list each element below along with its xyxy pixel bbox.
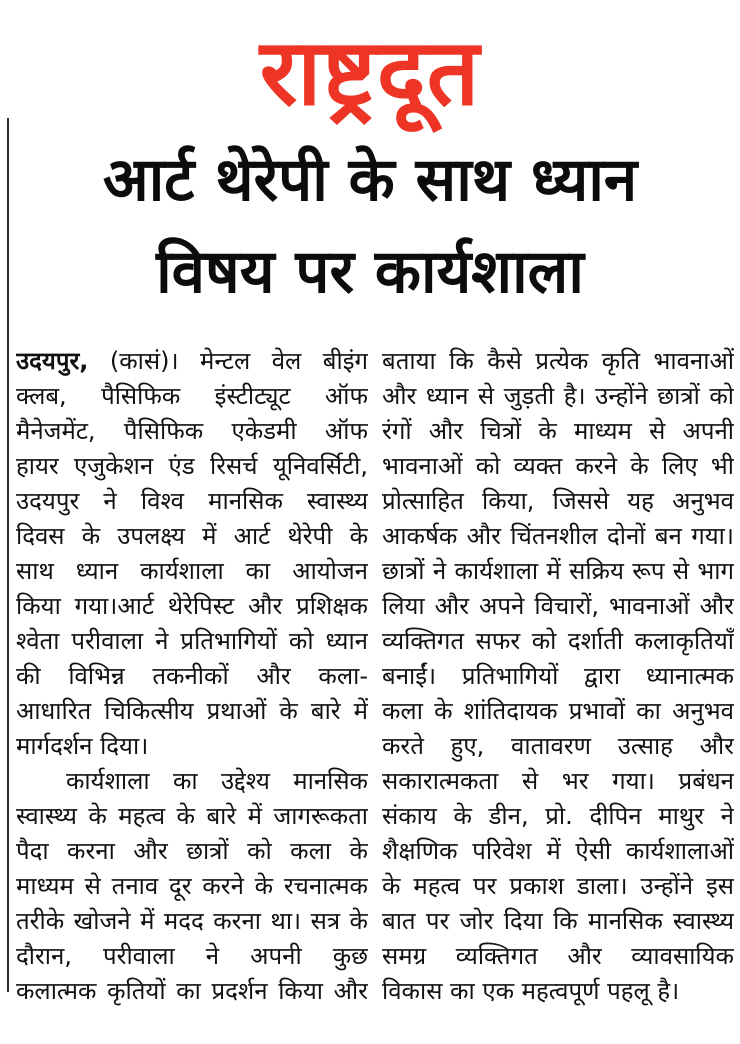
article-text-line: कलात्मक कृतियों का प्रदर्शन किया और	[16, 977, 368, 1005]
article-text-line: शैक्षणिक परिवेश में ऐसी कार्यशालाओं	[382, 837, 734, 865]
article-text-line: की विभिन्न तकनीकों और कला-	[16, 662, 368, 690]
dateline: उदयपुर,	[16, 347, 89, 375]
right-column	[382, 344, 734, 1009]
article-text-line: करते हुए, वातावरण उत्साह और	[382, 732, 734, 760]
article-text-line: के महत्व पर प्रकाश डाला। उन्होंने इस	[382, 872, 734, 900]
article-text-line: बनाईं। प्रतिभागियों द्वारा ध्यानात्मक	[382, 662, 734, 690]
article-text-line: विकास का एक महत्वपूर्ण पहलू है।	[382, 977, 680, 1005]
article-text-line: भावनाओं को व्यक्त करने के लिए भी	[382, 452, 734, 480]
article-text-line: दौरान, परीवाला ने अपनी कुछ	[16, 942, 368, 970]
article-text-line: बात पर जोर दिया कि मानसिक स्वास्थ्य	[382, 907, 734, 935]
article-text-line: साथ ध्यान कार्यशाला का आयोजन	[16, 557, 368, 585]
left-column-rule	[7, 118, 9, 992]
article-text-line: समग्र व्यक्तिगत और व्यावसायिक	[382, 942, 734, 970]
article-text-line: किया गया।आर्ट थेरेपिस्ट और प्रशिक्षक	[16, 592, 368, 620]
article-text-line: कार्यशाला का उद्देश्य मानसिक	[66, 767, 368, 795]
article-text-line: उदयपुर ने विश्व मानसिक स्वास्थ्य	[16, 487, 368, 515]
article-text-line: श्वेता परीवाला ने प्रतिभागियों को ध्यान	[16, 627, 368, 655]
article-text-line: पैदा करना और छात्रों को कला के	[16, 837, 368, 865]
article-text-line: कला के शांतिदायक प्रभावों का अनुभव	[382, 697, 734, 725]
article-text-line: लिया और अपने विचारों, भावनाओं और	[382, 592, 734, 620]
article-text-line: और ध्यान से जुड़ती है। उन्होंने छात्रों को	[382, 382, 734, 410]
article-text-line: रंगों और चित्रों के माध्यम से अपनी	[382, 417, 734, 445]
article-text-line: सकारात्मकता से भर गया। प्रबंधन	[382, 767, 734, 795]
article-text-line: बताया कि कैसे प्रत्येक कृति भावनाओं	[382, 347, 734, 375]
article-text-line: छात्रों ने कार्यशाला में सक्रिय रूप से भाग	[382, 557, 734, 585]
article-headline	[0, 134, 740, 318]
article-text-line: प्रोत्साहित किया, जिससे यह अनुभव	[382, 487, 734, 515]
article-body	[16, 344, 734, 1009]
article-text-line: हायर एजुकेशन एंड रिसर्च यूनिवर्सिटी,	[16, 452, 368, 480]
article-text-line: व्यक्तिगत सफर को दर्शाती कलाकृतियाँ	[382, 627, 734, 655]
article-text-line: आकर्षक और चिंतनशील दोनों बन गया।	[382, 522, 734, 550]
headline-line-1: आर्ट थेरेपी के साथ ध्यान	[102, 145, 638, 215]
article-text-line: तरीके खोजने में मदद करना था। सत्र के	[16, 907, 368, 935]
article-text-line: आधारित चिकित्सीय प्रथाओं के बारे में	[16, 697, 368, 725]
headline-line-2: विषय पर कार्यशाला	[156, 237, 584, 307]
article-text-line: दिवस के उपलक्ष्य में आर्ट थेरेपी के	[16, 522, 368, 550]
left-column	[16, 344, 368, 1009]
article-text-line: संकाय के डीन, प्रो. दीपिन माथुर ने	[382, 802, 734, 830]
newspaper-masthead: राष्ट्रदूत	[259, 19, 481, 126]
article-text: (कासं)। मेन्टल वेल बीइंग	[109, 347, 368, 375]
article-text-line: मैनेजमेंट, पैसिफिक एकेडमी ऑफ	[16, 417, 368, 445]
article-text-line: स्वास्थ्य के महत्व के बारे में जागरूकता	[16, 802, 368, 830]
article-text-line: माध्यम से तनाव दूर करने के रचनात्मक	[16, 872, 368, 900]
article-text-line: मार्गदर्शन दिया।	[16, 732, 149, 760]
article-text-line	[16, 344, 368, 379]
article-text-line: क्लब, पैसिफिक इंस्टीट्यूट ऑफ	[16, 382, 368, 410]
